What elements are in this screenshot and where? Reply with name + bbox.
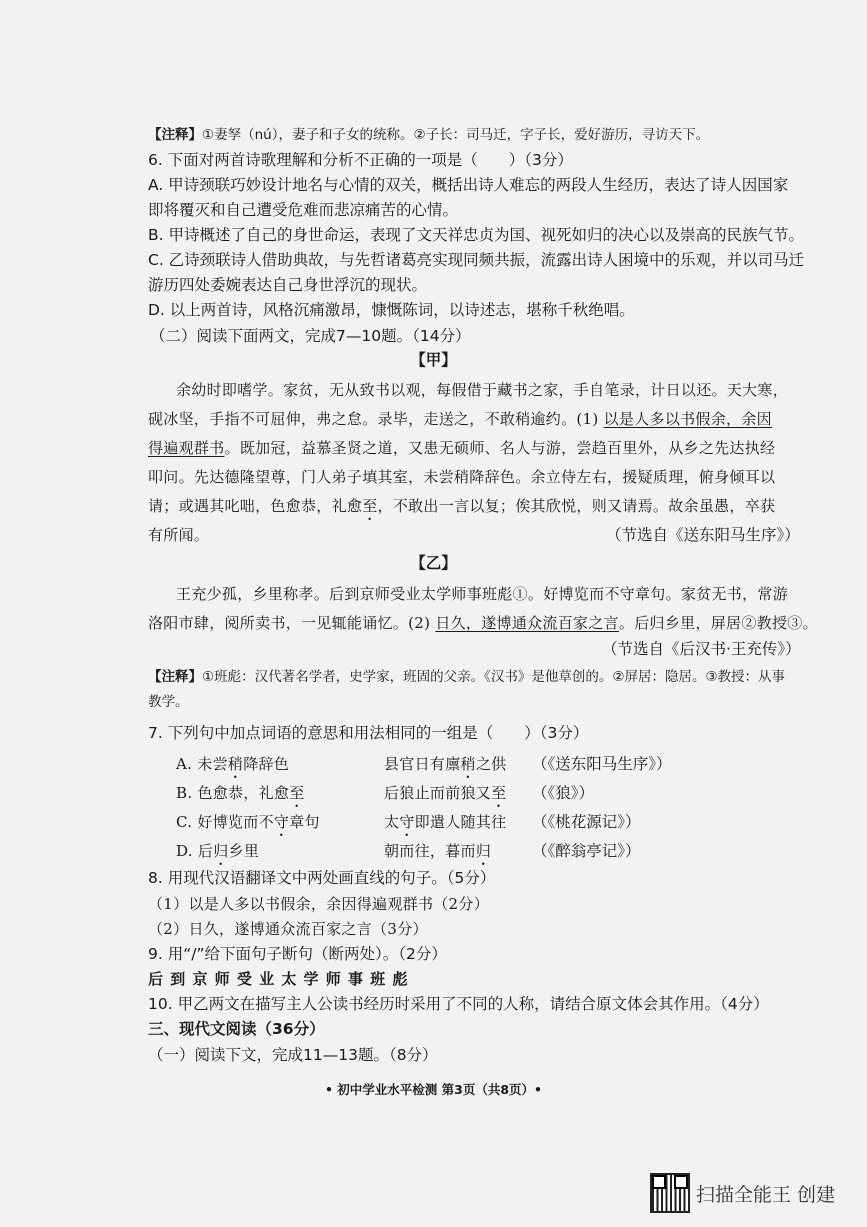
item-number: （1） [148,895,189,913]
qr-code-icon [652,1175,688,1211]
question-8-stem: 8. 用现代汉语翻译文中两处画直线的句子。（5分） [148,869,496,887]
item-number: （2） [148,920,189,938]
dotted-word: 归 [213,842,229,860]
dotted-word: 守 [399,813,415,831]
dotted-word: 至 [362,497,378,515]
jia-line-6: 有所闻。 [148,526,210,544]
annotation-text: ①班彪：汉代著名学者，史学家，班固的父亲。《汉书》是他草创的。②屏居：隐居。③教授：从事 [202,669,786,685]
text: A. 未尝 [176,755,228,773]
q7-row-b-left [176,783,305,811]
text: 后狼止而前狼又 [384,784,492,802]
text: 以是人多以书假余，余因得遍观群书（2分） [188,895,489,913]
annotation-text: ①妻孥（nú），妻子和子女的统称。②子长：司马迁，字子长，爱好游历，寻访天下。 [202,127,710,143]
scanner-watermark: 扫描全能王 创建 [696,1184,836,1206]
jia-line-5-a: 请；或遇其叱咄，色愈恭，礼愈 [148,497,363,515]
section-2-heading: （二）阅读下面两文，完成7—10题。（14分） [150,327,471,345]
question-7-stem: 7. 下列句中加点词语的意思和用法相同的一组是（ ）（3分） [148,724,589,742]
jia-line-3-b: 。既加冠，益慕圣贤之道，又患无硕师、名人与游，尝趋百里外，从乡之先达执经 [224,439,776,457]
jia-line-1: 余幼时即嗜学。家贫，无从致书以观，每假借于藏书之家，手自笔录，计日以还。天大寒， [176,381,789,399]
q8-sentence-2 [148,919,428,939]
dotted-word: 归 [475,842,492,860]
question-10: 10. 甲乙两文在描写主人公读书经历时采用了不同的人称，请结合原文体会其作用。（4分） [148,995,769,1013]
annotation-tag: 【注释】 [148,669,202,685]
dotted-word: 稍 [227,755,244,773]
yi-source: （节选自《后汉书·王充传》） [602,640,801,658]
dotted-word: 至 [491,784,507,802]
annotation-2-line2: 教学。 [148,694,189,710]
text: 日久，遂博通众流百家之言（3分） [188,920,428,938]
annotation-2-line1 [148,667,785,687]
text: 降辞色 [243,755,290,773]
passage-yi-title: 【乙】 [410,554,457,572]
q7-row-d-source: （《醉翁亭记》） [532,842,641,860]
q6-option-c-line2: 游历四处委婉表达自己身世浮沉的现状。 [148,276,428,294]
q8-sentence-1 [148,894,489,914]
q7-row-b-source: （《狼》） [532,784,595,802]
jia-line-2 [148,409,772,429]
yi-line-2-a: 洛阳市肆，阅所卖书，一见辄能诵忆。(2) [148,614,436,632]
jia-line-5 [148,496,775,524]
q7-row-a-left [176,754,289,782]
q7-row-a-right [384,754,506,782]
q7-row-d-left [176,841,259,869]
q6-option-b: B. 甲诗概述了自己的身世命运，表现了文天祥忠贞为国、视死如归的决心以及崇高的民族气节。 [148,226,804,244]
q6-option-c-line1: C. 乙诗颈联诗人借助典故，与先哲诸葛亮实现同频共振，流露出诗人困境中的乐观，并以司马迁 [148,251,805,269]
jia-line-3 [148,438,775,458]
text: B. 色愈恭，礼愈 [176,784,290,802]
text: 县官日有廪 [384,755,461,773]
section-3-1-heading: （一）阅读下文，完成11—13题。（8分） [148,1046,438,1064]
passage-jia-title: 【甲】 [410,351,457,369]
text: 章句 [289,813,320,831]
q7-row-c-right [384,812,506,840]
q6-option-a-line2: 即将覆灭和自己遭受危难而悲凉痛苦的心情。 [148,201,459,219]
yi-line-2 [148,613,818,633]
text: 即遣人随其往 [414,813,507,831]
text: 朝而往，暮而 [384,842,476,860]
text: C. 好博览而不 [176,813,274,831]
jia-line-2-a: 砚冰坚，手指不可屈伸，弗之怠。录毕，走送之，不敢稍逾约。(1) [148,410,604,428]
underlined-sentence-1-part2: 得遍观群书 [148,439,225,457]
text: 之供 [475,755,507,773]
text: 太 [384,813,400,831]
q6-option-a-line1: A. 甲诗颈联巧妙设计地名与心情的双关，概括出诗人难忘的两段人生经历，表达了诗人因国家 [148,176,789,194]
underlined-sentence-1-part1: 以是人多以书假余，余因 [603,410,772,428]
dotted-word: 稍 [460,755,476,773]
question-9-stem: 9. 用“/”给下面句子断句（断两处）。（2分） [148,945,447,963]
q7-row-a-source: （《送东阳马生序》） [532,755,672,773]
q6-option-d: D. 以上两首诗，风格沉痛激昂，慷慨陈词，以诗述志，堪称千秋绝唱。 [148,301,635,319]
jia-source: （节选自《送东阳马生序》） [606,526,800,544]
dotted-word: 至 [289,784,305,802]
text: D. 后 [176,842,214,860]
page-footer: • 初中学业水平检测 第3页（共8页）• [324,1082,543,1097]
dotted-word: 守 [273,813,290,831]
jia-line-5-c: ，不敢出一言以复；俟其欣悦，则又请焉。故余虽愚，卒获 [377,497,776,515]
question-6-stem: 6. 下面对两首诗歌理解和分析不正确的一项是（ ）（3分） [148,151,573,169]
q7-row-d-right [384,841,491,869]
q9-sentence: 后 到 京 师 受 业 太 学 师 事 班 彪 [148,970,409,988]
annotation-tag: 【注释】 [148,127,202,143]
q7-row-c-left [176,812,320,840]
yi-line-2-c: 。后归乡里，屏居②教授③。 [618,614,818,632]
annotation-1 [148,125,709,145]
underlined-sentence-2: 日久，遂博通众流百家之言 [435,614,619,632]
text: 乡里 [228,842,260,860]
section-3-heading: 三、现代文阅读（36分） [148,1020,325,1038]
yi-line-1: 王充少孤，乡里称孝。后到京师受业太学师事班彪①。好博览而不守章句。家贫无书，常游 [176,585,789,603]
q7-row-c-source: （《桃花源记》） [532,813,641,831]
q7-row-b-right [384,783,506,811]
jia-line-4: 叩问。先达德隆望尊，门人弟子填其室，未尝稍降辞色。余立侍左右，援疑质理，俯身倾耳以 [148,468,776,486]
